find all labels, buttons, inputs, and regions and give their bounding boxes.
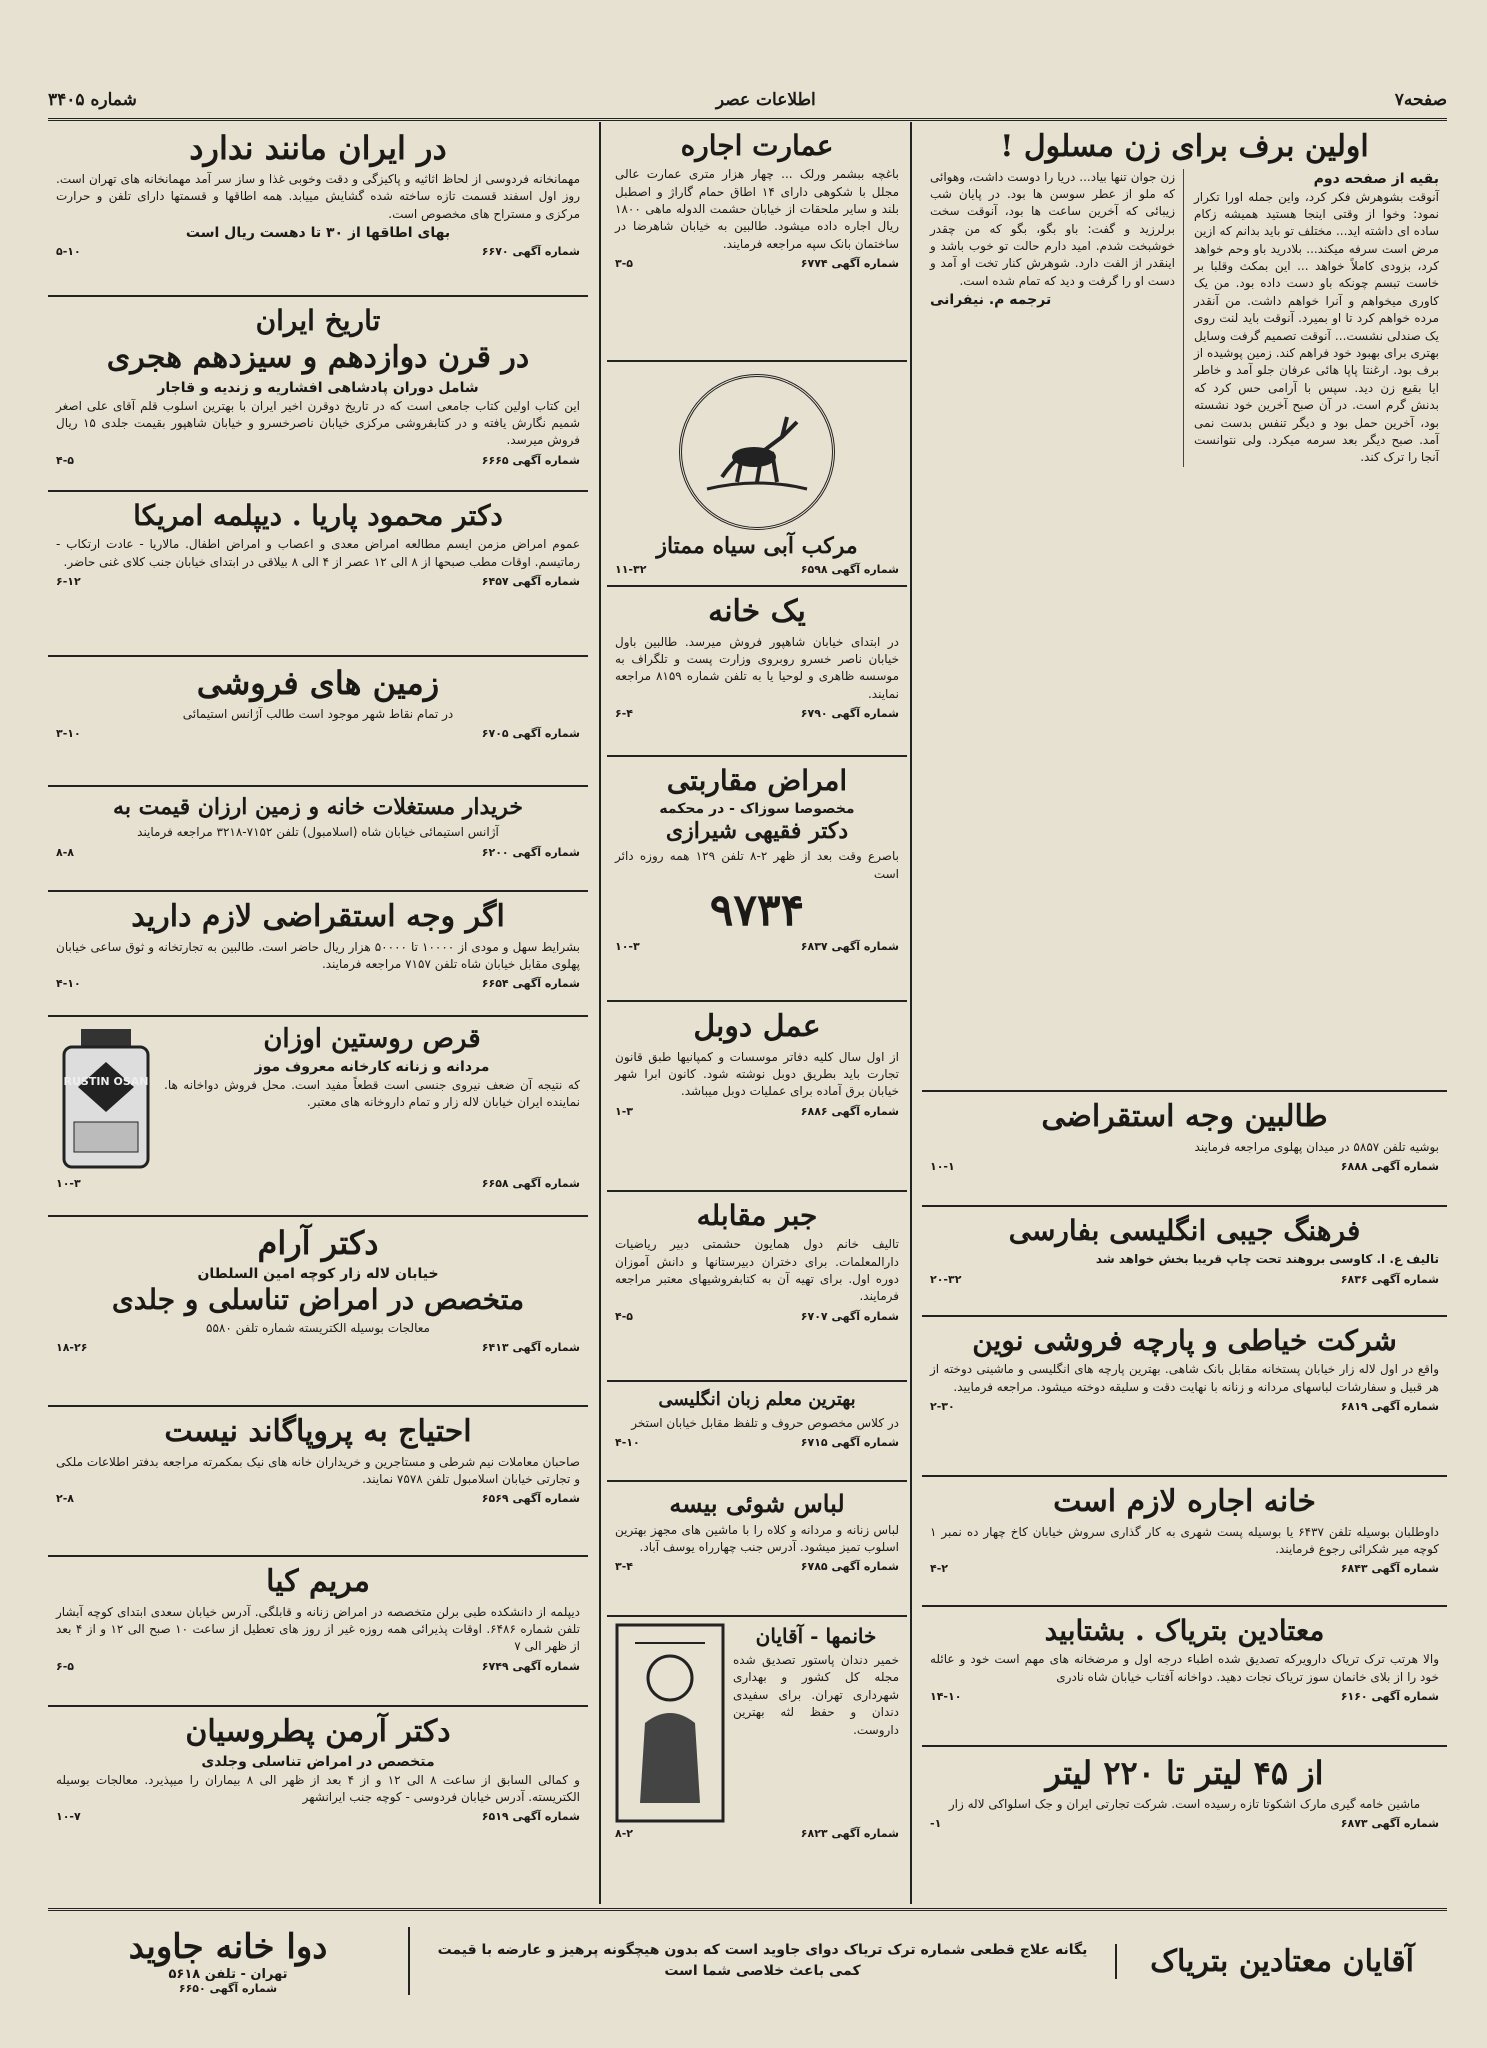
right-column: [922, 122, 1447, 1897]
ad-number: شماره آگهی ۶۸۸۸: [1340, 1159, 1439, 1173]
ad-title: شرکت خیاطی و پارچه فروشی نوین: [972, 1324, 1397, 1357]
middle-column: [607, 122, 907, 1887]
footer-left-title: دوا خانه جاوید: [128, 1927, 328, 1967]
masthead: [48, 82, 1447, 121]
ad-address: خیابان لاله زار کوچه امین السلطان: [197, 1265, 439, 1282]
footer-banner: [48, 1908, 1447, 2011]
ad-number: شماره آگهی ۶۸۸۶: [800, 1104, 899, 1118]
ad-code: ۸-۸: [56, 845, 74, 859]
ad-doctor-aram: [48, 1217, 588, 1407]
ad-body: که نتیجه آن ضعف نیروی جنسی است قطعاً مفید است. محل فروش دواخانه ها. نماینده ایران خیابان لاله زار و تمام داروخانه های معتبر.: [164, 1077, 580, 1110]
snow-story: [922, 122, 1447, 1092]
column-divider-left: [599, 122, 601, 1904]
ad-body: این کتاب اولین کتاب جامعی است که در تاریخ دوقرن اخیر ایران با بهترین اسلوب قلم آقای علی اصغر شمیم نگارش یافته و در کتابفروشی مرکزی خیابان ناصرخسرو و خیابان شاهپور بقیمت جلدی ۱۵ ریال فروش میرسد.: [56, 398, 581, 448]
ad-title: یک خانه: [708, 594, 806, 629]
ad-algebra: [607, 1192, 907, 1382]
ad-number: شماره آگهی ۶۴۱۳: [481, 1341, 580, 1355]
ad-code: ۱۸-۲۶: [56, 1341, 88, 1355]
footer-right-title: آقایان معتادین بتریاک: [1115, 1944, 1447, 1979]
ad-title: جبر مقابله: [696, 1199, 818, 1232]
ad-number: شماره آگهی ۶۵۱۹: [481, 1810, 580, 1824]
ad-title: دکتر محمود پاریا . دیپلمه امریکا: [133, 499, 503, 532]
ad-title: دکتر آرام: [257, 1224, 379, 1262]
ad-number: شماره آگهی ۶۸۷۳: [1340, 1817, 1439, 1831]
story-credit: ترجمه م. نیفرانی: [930, 292, 1052, 309]
ad-body: آژانس استیمائی خیابان شاه (اسلامبول) تلفن ۷۱۵۲-۳۲۱۸ مراجعه فرمایند: [137, 825, 499, 840]
ad-land-sale: [48, 657, 588, 787]
ad-body: ماشین خامه گیری مارک اشکوتا تازه رسیده است. شرکت تجارتی ایران و جک اسلواکی لاله زار: [948, 1796, 1421, 1811]
ad-english-teacher: [607, 1382, 907, 1482]
ad-number: شماره آگهی ۶۶۵۸: [481, 1177, 580, 1190]
ad-body: دیپلمه از دانشکده طبی برلن متخصصه در امراض زنانه و قابلگی. آدرس خیابان سعدی ابتدای کوچه آبشار تلفن شماره ۶۴۸۶. اوقات پذیرائی همه روزه غیر از روز های تعطیل از ساعت ۱۰ صبح الی ۱۲ و از ۴ بعد از ظهر الی ۷: [56, 1604, 580, 1654]
ad-double-entry: [607, 1002, 907, 1192]
ad-body: والا هرتب ترک تریاک دارویرکه تصدیق شده اطباء درجه اول و مرضخانه های مهم است خود و عائله خود را از بلای خانمان سوز تریاک نجات دهید. دواخانه آفتاب خیابان شاه نادری: [930, 1652, 1439, 1684]
story-title: اولین برف برای زن مسلول !: [1000, 129, 1369, 164]
ad-number: شماره آگهی ۶۸۲۳: [800, 1827, 899, 1840]
ad-number: شماره آگهی ۶۵۶۹: [481, 1492, 580, 1506]
ad-house-rent: [922, 1477, 1447, 1607]
ad-specialty: متخصص در امراض تناسلی و جلدی: [111, 1282, 525, 1316]
deer-emblem: [679, 374, 835, 530]
ad-body: باصرع وقت بعد از ظهر ۲-۸ تلفن ۱۲۹ همه روزه دائر است: [615, 849, 899, 881]
ad-number: شماره آگهی ۶۶۶۵: [481, 453, 580, 467]
ad-body: در تمام نقاط شهر موجود است طالب آژانس استیمائی: [182, 706, 454, 721]
ad-title: طالبین وجه استقراضی: [1041, 1099, 1328, 1134]
ad-code: ۱۴-۱۰: [930, 1689, 962, 1703]
ad-code: ۶-۴: [615, 707, 633, 721]
ad-number: شماره آگهی ۶۱۶۰: [1340, 1689, 1439, 1703]
footer-left-sub: تهران - تلفن ۵۶۱۸: [168, 1967, 288, 1982]
ad-title: تاریخ ایران: [255, 304, 381, 337]
pill-bottle-icon: [56, 1027, 156, 1177]
ad-code: ۱۰-۳: [56, 1177, 81, 1190]
ad-number: شماره آگهی ۶۸۳۷: [800, 940, 899, 954]
ad-line: شامل دوران پادشاهی افشاریه و زندیه و قاجار: [157, 379, 479, 396]
ad-body: در ابتدای خیابان شاهپور فروش میرسد. طالبین باول خیابان ناصر خسرو روبروی وزارت پست و تلگراف به موسسه ظاهری و لوحیا یا به تلفن شماره ۸۱۵۹ مراجعه نمایند.: [615, 634, 899, 701]
ad-code: ۴-۱۰: [615, 1436, 640, 1450]
ad-body: بوشیه تلفن ۵۸۵۷ در میدان پهلوی مراجعه فرمایند: [1194, 1139, 1439, 1154]
issue-number: شماره ۳۴۰۵: [48, 90, 137, 110]
ad-title: از ۴۵ لیتر تا ۲۲۰ لیتر: [1045, 1754, 1324, 1792]
ad-title: خریدار مستغلات خانه و زمین ارزان قیمت به: [113, 794, 523, 820]
ad-title: فرهنگ جیبی انگلیسی بفارسی: [1008, 1214, 1361, 1247]
ad-number: شماره آگهی ۶۷۰۵: [481, 727, 580, 741]
footer-ad-number: شماره آگهی ۶۶۵۰: [178, 1982, 278, 1995]
ad-number: شماره آگهی ۶۷۹۰: [800, 707, 899, 721]
page-number: صفحه۷: [1394, 90, 1447, 110]
ad-body: بشرایط سهل و مودی از ۱۰۰۰۰ تا ۵۰۰۰۰ هزار ریال حاضر است. طالبین به تجارتخانه و ثوق ساعی خیابان پهلوی مقابل خیابان شاه تلفن ۷۱۵۷ مراجعه فرمایند.: [56, 939, 581, 971]
ad-title: قرص روستین اوزان: [263, 1024, 481, 1054]
ad-hotel: [48, 122, 588, 297]
column-divider-right: [910, 122, 912, 1904]
ad-code: ۶-۱۲: [56, 574, 81, 588]
toothpaste-illustration-icon: [615, 1623, 725, 1823]
doctor-name: دکتر فقیهی شیرازی: [665, 818, 849, 845]
ad-number: شماره آگهی ۶۸۴۳: [1340, 1562, 1439, 1576]
ad-title: خانمها - آقایان: [755, 1624, 877, 1648]
ad-code: ۴-۵: [615, 1309, 633, 1323]
ad-ink: [607, 362, 907, 587]
ad-code: ۴-۲: [930, 1562, 948, 1576]
phone-number: ۹۷۳۴: [709, 885, 805, 937]
ad-doctor-armen: [48, 1707, 588, 1907]
ad-code: ۳-۵: [615, 257, 633, 271]
ad-number: شماره آگهی ۶۷۷۴: [800, 257, 899, 271]
ad-title: عمل دوبل: [693, 1009, 821, 1044]
ad-body: صاحبان معاملات نیم شرطی و مستاجرین و خریداران خانه های نیک بمکمرته مراجعه بدفتر اطلاعات ملکی و تجارتی خیابان اسلامبول تلفن ۷۵۷۸ نمایند.: [56, 1454, 580, 1486]
ad-opium: [922, 1607, 1447, 1747]
ad-body: تالیف ع. ا. کاوسی بروهند تحت چاپ قریبا بخش خواهد شد: [1095, 1252, 1439, 1267]
ad-title: عمارت اجاره: [680, 129, 834, 162]
ad-dictionary: [922, 1207, 1447, 1317]
ad-title: اگر وجه استقراضی لازم دارید: [131, 899, 505, 934]
ad-number: شماره آگهی ۶۷۴۹: [481, 1659, 580, 1673]
ad-body: واقع در اول لاله زار خیابان پستخانه مقابل بانک شاهی. بهترین پارچه های انگلیسی و ماشینی دوخته از هر قبیل و سفارشات لباسهای مردانه و زنانه با نهایت دقت و سلیقه دوخته میشود. مراجعه فرمایید.: [930, 1362, 1439, 1394]
ad-no-propaganda: [48, 1407, 588, 1557]
ad-code: ۱۰-۳: [615, 940, 640, 954]
ad-body: مهمانخانه فردوسی از لحاظ اثاثیه و پاکیزگی و دقت وخوبی غذا و ساز سر آمد مهمانخانه های تهران است. روز اول اسفند قسمت تازه ساخته شده گشایش مییابد. همه اطاقها و قسمتها دارای تلفن و حرارت مرکزی و مستراح های مخصوص است.: [56, 171, 580, 221]
ad-code: ۵-۱۰: [56, 244, 81, 258]
ad-code: ۴-۱۰: [56, 977, 81, 991]
ad-loan-needed: [48, 892, 588, 1017]
ad-code: ۱۰-۱: [930, 1159, 955, 1173]
ad-laundry: [607, 1482, 907, 1617]
story-body-col1: آنوقت بشوهرش فکر کرد، واین جمله اورا تکرار نمود: وخوا از وقتی اینجا هستید همیشه زکام ساده ای داشته اید... مختلف تو باید بدانم که ازین مرض است سرفه میکند... بلادرید باو وحم خواهد کرد، بزودی کاملاً خواهد ... این بمکث وقلبا بر خاست تبسم چونکه باو دست داده بود. من یک کاوری میخواهم و آنرا خواهم داشت. من آنقدر مرده خواهم کرد تا او بمیرد. آنوقت باید لنت روی یک صندلی نشست... آنوقت تصمیم گرفت وسایل بهتری برای بهبود خود فراهم کند. زمین پوشیده از برف بود. ارغنتا پاپا هائی عرفان جلو آمد و خاطر ایا بقیع زن دید. سپس با آرامی حس کرد که بدنش گرم است. در آن صبح آخرین خود نشسته بود، آخرین حمل بود و دیگر تنفس بدست نمی آمد. صبح دیگر بعد سرمه میکرد. ولی نتوانست آنجا را ترک کند.: [1194, 189, 1439, 465]
ad-code: ۳-۱۰: [56, 727, 81, 741]
bottle-label: RUSTIN OSAN: [63, 1075, 149, 1088]
ad-subtitle: در قرن دوازدهم و سیزدهم هجری: [106, 340, 530, 376]
ad-body: و کمالی السابق از ساعت ۸ الی ۱۲ و از ۴ بعد از ظهر الی ۸ بیماران را میپذیرد. معالجات بوسیله الکتریسته. آدرس خیابان فردوسی - کوچه جنب ایرانشهر: [56, 1772, 580, 1804]
ad-number: شماره آگهی ۶۷۰۷: [800, 1309, 899, 1323]
ad-code: ۸-۲: [615, 1827, 633, 1840]
ad-body: معالجات بوسیله الکتریسته شماره تلفن ۵۵۸۰: [206, 1320, 430, 1335]
ad-maryam-kia: [48, 1557, 588, 1707]
ad-venereal: [607, 757, 907, 1002]
ad-subtitle: مخصوصا سوزاک - در محکمه: [659, 801, 855, 818]
ad-code: ۲-۳۰: [930, 1399, 955, 1413]
ad-code: ۱۱-۳۲: [615, 563, 647, 577]
ad-body: باغچه ببشمر ورلک ... چهار هزار متری عمارت عالی مجلل با شکوهی دارای ۱۴ اطاق حمام گاراژ و اصطبل بلند و سایر ملحقات از خیابان حشمت الدوله ماهی ۱۸۰۰ ریال اجاره داده میشود. طالبین به خیابان شاهرضا در ساختمان بانک سپه مراجعه فرمایند.: [615, 167, 899, 251]
ad-number: شماره آگهی ۶۴۵۷: [481, 574, 580, 588]
ad-title: در ایران مانند ندارد: [189, 129, 447, 167]
ad-subtitle: متخصص در امراض تناسلی وجلدی: [201, 1753, 435, 1770]
ad-title: بهترین معلم زبان انگلیسی: [658, 1389, 856, 1410]
ad-body: عموم امراض مزمن ایسم مطالعه امراض معدی و اعصاب و امراض اطفال. مالاریا - عادت ارتکاب - رماتیسم. اوقات مطب صبحها از ۸ الی ۱۲ عصر از ۴ الی ۸ بیلاقی در ابتدای خیابان جنب کلای غنی حاضر.: [56, 537, 580, 569]
ad-body: لباس زنانه و مردانه و کلاه را با ماشین های مجهز بهترین اسلوب تمیز میشود. آدرس جنب چهارراه یوسف آباد.: [615, 1522, 899, 1554]
ad-one-house: [607, 587, 907, 757]
ad-history-book: [48, 297, 588, 492]
ad-code: ۶-۵: [56, 1659, 74, 1673]
ad-body: داوطلبان بوسیله تلفن ۶۴۳۷ یا بوسیله پست شهری به کار گذاری سروش خیابان کاخ چهار ده نمبر ۱ کوچه میر شکرائی رجوع فرمایند.: [930, 1524, 1439, 1556]
ad-code: ۲۰-۳۲: [930, 1272, 962, 1286]
ad-code: ۱-: [930, 1817, 942, 1831]
ad-code: ۳-۴: [615, 1560, 633, 1574]
ad-title: احتیاج به پروپاگاند نیست: [164, 1414, 472, 1449]
ad-building-rent: [607, 122, 907, 362]
ad-body: از اول سال کلیه دفاتر موسسات و کمپانیها طبق قانون تجارت باید بطریق دوبل نوشته شود. کانون ابرا شهر خیابان برق آماده برای عملیات دوبل میباشد.: [615, 1049, 899, 1099]
ad-number: شماره آگهی ۶۷۱۵: [800, 1436, 899, 1450]
ad-title: مریم کیا: [266, 1564, 370, 1599]
ad-title: خانه اجاره لازم است: [1053, 1484, 1316, 1519]
ad-title: لباس شوئی بیسه: [669, 1489, 845, 1518]
ad-price: بهای اطاقها از ۳۰ تا دهست ریال است: [185, 224, 451, 241]
ad-body: خمیر دندان پاستور تصدیق شده مجله کل کشور و بهداری شهرداری تهران. برای سفیدی دندان و حفظ لثه بهترین داروست.: [733, 1653, 899, 1737]
story-continued: بقیه از صفحه دوم: [1313, 170, 1439, 187]
ad-number: شماره آگهی ۶۲۰۰: [481, 845, 580, 859]
ad-title: مرکب آبی سیاه ممتاز: [656, 533, 858, 559]
ad-title: معتادین بتریاک . بشتابید: [1044, 1614, 1325, 1647]
ad-code: ۱-۳: [615, 1104, 633, 1118]
ad-property-buyer: [48, 787, 588, 892]
ad-title: زمین های فروشی: [196, 664, 440, 702]
ad-body: تالیف خانم دول همایون حشمتی دبیر ریاضیات دارالمعلمات. برای دختران دبیرستانها و دانش آموزان دوره اول. برای تهیه آن به کتابفروشیهای معتبر مراجعه فرمایند.: [615, 1237, 899, 1304]
ad-cream-separator: [922, 1747, 1447, 1897]
ad-title: امراض مقاربتی: [666, 764, 848, 797]
ad-number: شماره آگهی ۶۷۸۵: [800, 1560, 899, 1574]
ad-code: ۴-۵: [56, 453, 74, 467]
ad-toothpaste: [607, 1617, 907, 1887]
ad-body: در کلاس مخصوص حروف و تلفظ مقابل خیابان استخر: [631, 1415, 899, 1430]
ad-number: شماره آگهی ۶۵۹۸: [800, 563, 899, 577]
ad-doctor-paria: [48, 492, 588, 657]
ad-number: شماره آگهی ۶۶۷۰: [481, 244, 580, 258]
left-column: [48, 122, 588, 1907]
ad-tailor: [922, 1317, 1447, 1477]
ad-loan-seekers: [922, 1092, 1447, 1207]
ad-title: دکتر آرمن پطروسیان: [185, 1714, 451, 1749]
ad-code: ۱۰-۷: [56, 1810, 81, 1824]
paper-name: اطلاعات عصر: [715, 90, 816, 110]
ad-code: ۲-۸: [56, 1492, 74, 1506]
footer-mid-text: یگانه علاج قطعی شماره ترک تریاک دوای جاوید است که بدون هیچگونه پرهیز و عارضه با قیمت کمی باعث خلاصی شما است: [437, 1942, 1088, 1979]
story-body-col2: زن جوان تنها بیاد... دریا را دوست داشت، وهوائی که ملو از عطر سوسن ها بود. در پایان شب زیبائی که آخرین ساعت ها بود، آنوقت سخت برلرزید و گفت: باو بگو، بگو که من چقدر خوشبخت شدم. امید دارم حالت تو خوب باشد و اینقدر از الفت دارد. شوهرش کنار تخت او آمد و دست او را گرفت و دید که تمام شده است.: [930, 169, 1175, 288]
ad-subtitle: مردانه و زنانه کارخانه معروف موز: [254, 1058, 490, 1075]
ad-number: شماره آگهی ۶۸۳۶: [1340, 1272, 1439, 1286]
ad-number: شماره آگهی ۶۸۱۹: [1340, 1399, 1439, 1413]
ad-rustin-osan: [48, 1017, 588, 1217]
ad-number: شماره آگهی ۶۶۵۴: [481, 977, 580, 991]
deer-icon: [702, 407, 812, 497]
